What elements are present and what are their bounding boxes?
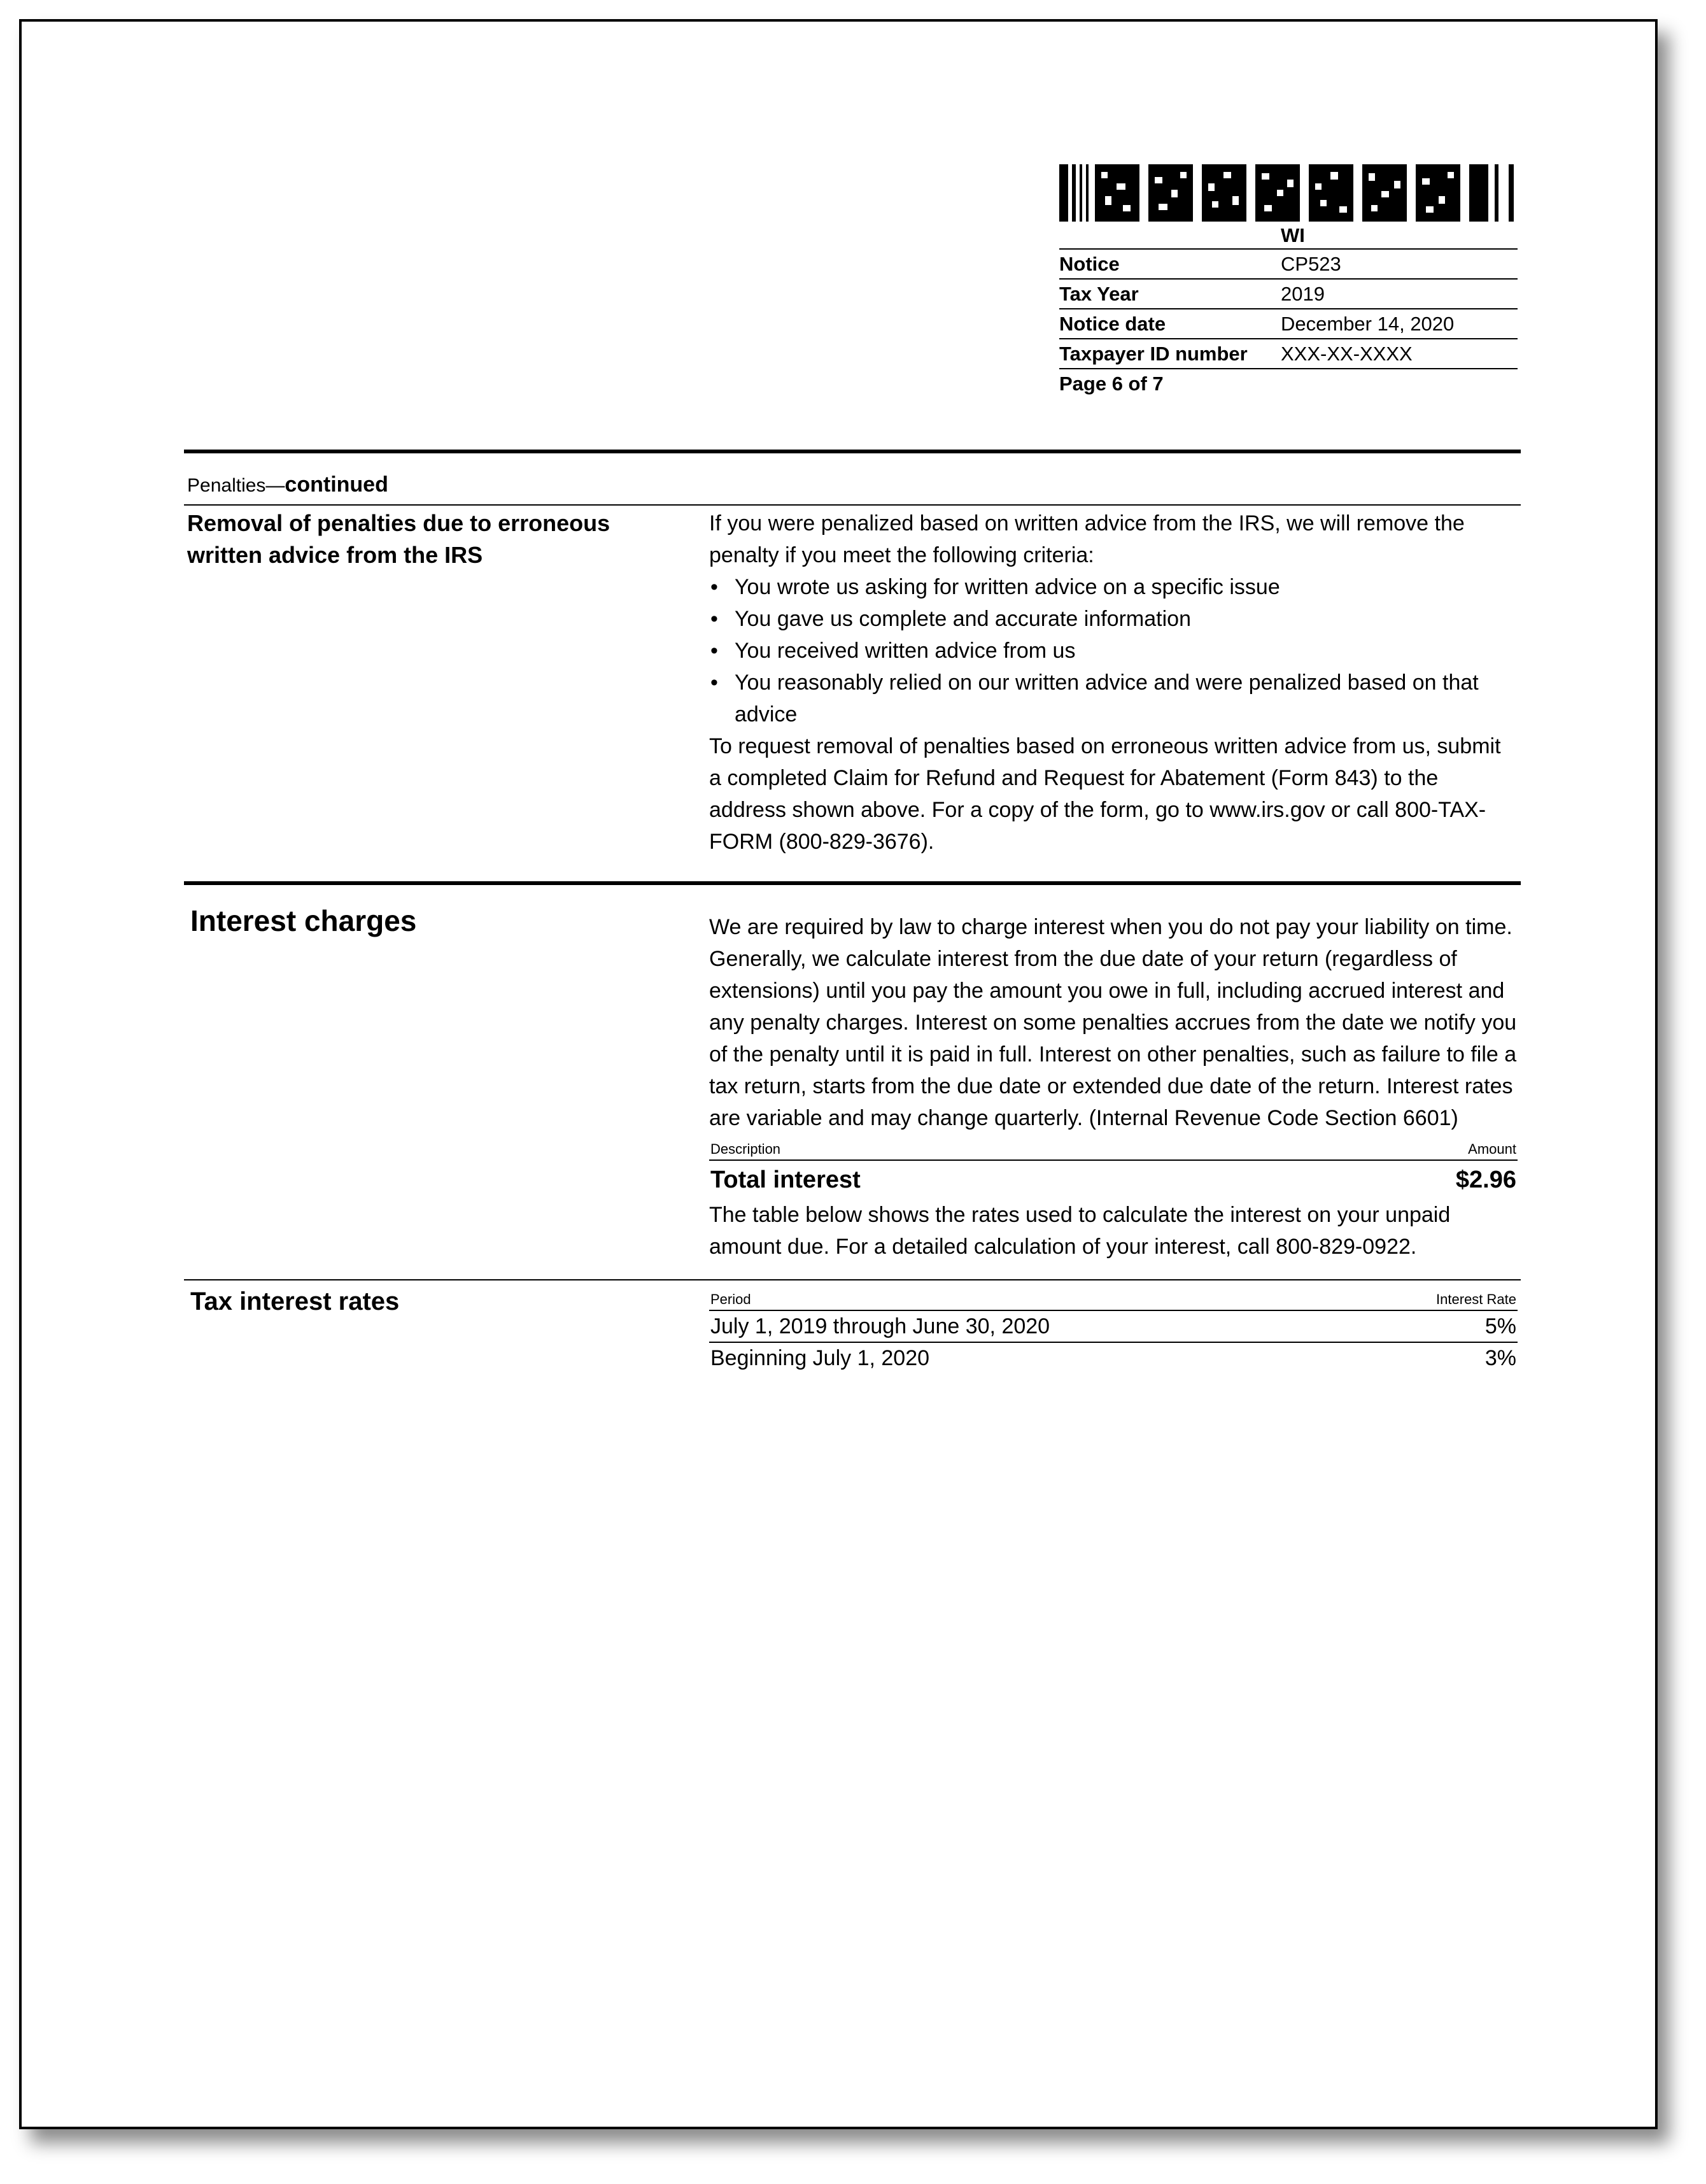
page-number-row [1059, 369, 1518, 398]
penalties-continued-label [187, 472, 388, 497]
penalty-removal-heading: Removal of penalties due to erroneous written advice from the IRS [187, 510, 610, 568]
interest-table [709, 1140, 1518, 1199]
section-divider [184, 1279, 1521, 1280]
interest-body [709, 911, 1518, 1263]
notice-page [19, 19, 1658, 2129]
rates-body [709, 1291, 1518, 1373]
form-code: WI [1059, 224, 1518, 250]
penalty-intro: If you were penalized based on written advice from the IRS, we will remove the penalty if you meet the following criteria: [709, 511, 1465, 567]
header-value: 2019 [1281, 283, 1325, 305]
col-interest-rate: Interest Rate [1436, 1291, 1516, 1307]
header-value: CP523 [1281, 253, 1341, 275]
rate-period: Beginning July 1, 2020 [710, 1346, 930, 1370]
header-label: Notice [1059, 253, 1120, 275]
header-value: December 14, 2020 [1281, 313, 1455, 335]
penalty-removal-body [709, 507, 1518, 858]
header-row-notice [1059, 250, 1518, 280]
rates-table [709, 1291, 1518, 1373]
rate-value: 3% [1484, 1346, 1516, 1370]
header-label: Taxpayer ID number [1059, 343, 1248, 365]
page-number: Page 6 of 7 [1059, 372, 1164, 395]
section-divider [184, 450, 1521, 453]
total-interest-row [709, 1161, 1518, 1199]
tax-interest-rates-heading: Tax interest rates [190, 1287, 400, 1315]
continued-label: continued [285, 472, 388, 497]
header-row-taxpayer-id [1059, 339, 1518, 369]
header-label: Tax Year [1059, 283, 1139, 305]
total-interest-label: Total interest [710, 1166, 861, 1193]
interest-paragraph: We are required by law to charge interest when you do not pay your liability on time. Generally, we calculate interest from the due date of your return (regardless of extensions) until you pay the amount you owe in full, including accrued interest and any penalty charges. Interest on some penalties accrues from the date we notify you of the penalty until it is paid in full. Interest on other penalties, such as failure to file a tax return, starts from the due date or extended due date of the return. Interest rates are variable and may change quarterly. (Internal Revenue Code Section 6601) [709, 915, 1517, 1130]
section-label: Penalties— [187, 475, 285, 496]
barcode-graphic [1059, 164, 1518, 222]
interest-charges-heading: Interest charges [190, 904, 417, 937]
notice-header [1059, 224, 1518, 398]
section-divider [184, 881, 1521, 885]
interest-table-header [709, 1140, 1518, 1161]
criteria-item: • You gave us complete and accurate information [709, 603, 1518, 635]
rates-table-header [709, 1291, 1518, 1311]
col-amount: Amount [1468, 1141, 1516, 1157]
header-row-tax-year [1059, 280, 1518, 309]
section-subdivider [184, 504, 1521, 506]
criteria-item: • You wrote us asking for written advice on a specific issue [709, 571, 1518, 603]
header-value: XXX-XX-XXXX [1281, 343, 1413, 365]
penalty-closing: To request removal of penalties based on erroneous written advice from us, submit a completed Claim for Refund and Request for Abatement (Form 843) to the address shown above. For a copy of the form, go to www.irs.gov or call 800-TAX-FORM (800-829-3676). [709, 734, 1501, 854]
interest-after-text: The table below shows the rates used to calculate the interest on your unpaid amount due. For a detailed calculation of your interest, call 800-829-0922. [709, 1203, 1451, 1259]
col-description: Description [710, 1141, 781, 1157]
total-interest-value: $2.96 [1455, 1166, 1516, 1193]
rate-value: 5% [1484, 1314, 1516, 1338]
criteria-item: • You received written advice from us [709, 635, 1518, 667]
header-row-notice-date [1059, 309, 1518, 339]
criteria-item: • You reasonably relied on our written advice and were penalized based on that advice [709, 667, 1518, 730]
rates-row [709, 1343, 1518, 1373]
rates-row [709, 1311, 1518, 1343]
col-period: Period [710, 1291, 751, 1307]
rate-period: July 1, 2019 through June 30, 2020 [710, 1314, 1050, 1338]
criteria-list [709, 571, 1518, 730]
header-label: Notice date [1059, 313, 1166, 335]
